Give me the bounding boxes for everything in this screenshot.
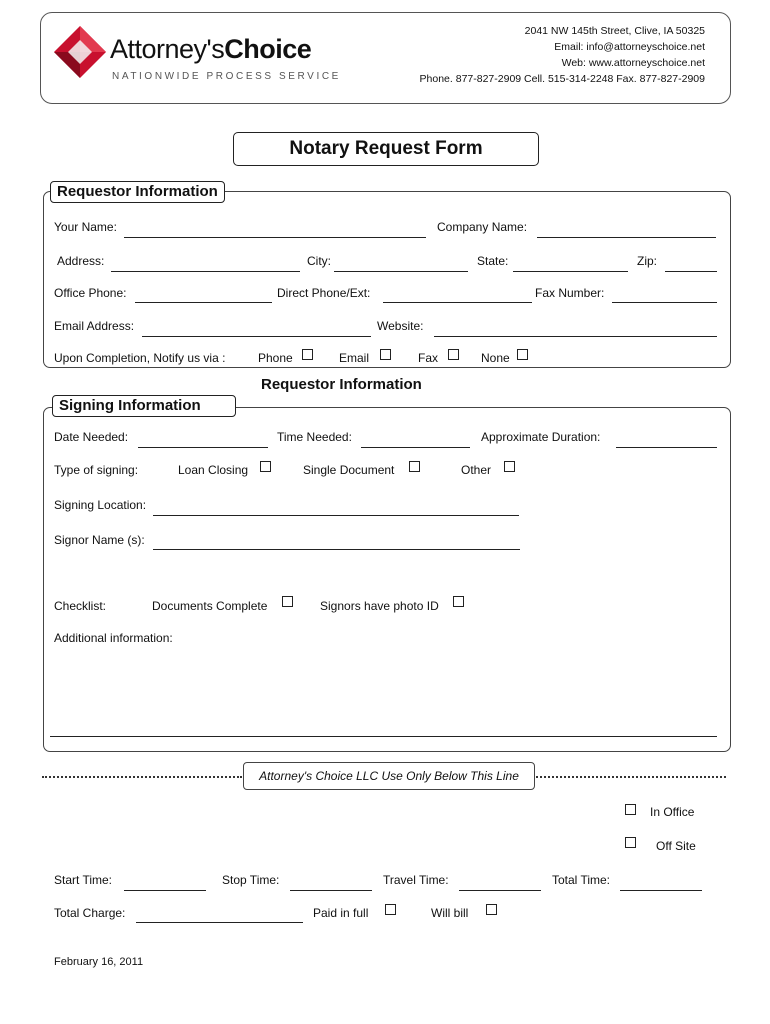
date-needed-field[interactable] xyxy=(138,447,268,448)
approx-duration-label: Approximate Duration: xyxy=(481,430,601,444)
total-time-field[interactable] xyxy=(620,890,702,891)
off-site-label: Off Site xyxy=(656,839,696,853)
requestor-tag: Requestor Information xyxy=(50,181,225,203)
notify-phone-checkbox[interactable] xyxy=(302,349,313,360)
email-address-label: Email Address: xyxy=(54,319,135,333)
start-time-label: Start Time: xyxy=(54,873,113,887)
email-address-field[interactable] xyxy=(142,336,371,337)
contact-email: Email: info@attorneyschoice.net xyxy=(554,41,705,53)
in-office-checkbox[interactable] xyxy=(625,804,636,815)
website-label: Website: xyxy=(377,319,424,333)
total-time-label: Total Time: xyxy=(552,873,611,887)
form-title: Notary Request Form xyxy=(233,132,539,166)
zip-field[interactable] xyxy=(665,271,717,272)
travel-time-label: Travel Time: xyxy=(383,873,449,887)
website-field[interactable] xyxy=(434,336,717,337)
date-needed-label: Date Needed: xyxy=(54,430,129,444)
your-name-field[interactable] xyxy=(124,237,426,238)
in-office-label: In Office xyxy=(650,805,695,819)
direct-phone-label: Direct Phone/Ext: xyxy=(277,286,371,300)
time-needed-field[interactable] xyxy=(361,447,470,448)
contact-web: Web: www.attorneyschoice.net xyxy=(561,57,705,69)
logo-brand-bold: Choice xyxy=(224,34,312,64)
requestor-section xyxy=(43,191,731,368)
other-checkbox[interactable] xyxy=(504,461,515,472)
office-phone-field[interactable] xyxy=(135,302,272,303)
notify-fax-label: Fax xyxy=(418,351,439,365)
notify-email-checkbox[interactable] xyxy=(380,349,391,360)
your-name-label: Your Name: xyxy=(54,220,117,234)
time-needed-label: Time Needed: xyxy=(277,430,352,444)
logo-wordmark xyxy=(110,34,311,65)
other-label: Other xyxy=(461,463,492,477)
notify-none-checkbox[interactable] xyxy=(517,349,528,360)
address-field[interactable] xyxy=(111,271,300,272)
address-label: Address: xyxy=(57,254,105,268)
city-field[interactable] xyxy=(334,271,468,272)
divider-right xyxy=(536,776,726,778)
additional-info-label: Additional information: xyxy=(54,631,173,645)
approx-duration-field[interactable] xyxy=(616,447,717,448)
notify-none-label: None xyxy=(481,351,510,365)
office-use-banner: Attorney's Choice LLC Use Only Below This Line xyxy=(243,762,535,790)
start-time-field[interactable] xyxy=(124,890,206,891)
signors-photo-id-checkbox[interactable] xyxy=(453,596,464,607)
single-document-label: Single Document xyxy=(303,463,395,477)
logo-tagline: NATIONWIDE PROCESS SERVICE xyxy=(112,71,341,82)
paid-in-full-label: Paid in full xyxy=(313,906,369,920)
total-charge-label: Total Charge: xyxy=(54,906,126,920)
notify-fax-checkbox[interactable] xyxy=(448,349,459,360)
loan-closing-label: Loan Closing xyxy=(178,463,249,477)
loan-closing-checkbox[interactable] xyxy=(260,461,271,472)
city-label: City: xyxy=(307,254,331,268)
type-of-signing-label: Type of signing: xyxy=(54,463,139,477)
signors-photo-id-label: Signors have photo ID xyxy=(320,599,439,613)
company-name-label: Company Name: xyxy=(437,220,528,234)
contact-phone: Phone. 877-827-2909 Cell. 515-314-2248 Fax. 877-827-2909 xyxy=(419,73,705,85)
contact-address: 2041 NW 145th Street, Clive, IA 50325 xyxy=(524,25,705,37)
logo-icon xyxy=(52,24,108,80)
signor-names-label: Signor Name (s): xyxy=(54,533,145,547)
signing-location-label: Signing Location: xyxy=(54,498,147,512)
will-bill-label: Will bill xyxy=(431,906,469,920)
documents-complete-checkbox[interactable] xyxy=(282,596,293,607)
total-charge-field[interactable] xyxy=(136,922,303,923)
fax-number-field[interactable] xyxy=(612,302,717,303)
checklist-label: Checklist: xyxy=(54,599,107,613)
zip-label: Zip: xyxy=(637,254,658,268)
notify-phone-label: Phone xyxy=(258,351,293,365)
signing-tag: Signing Information xyxy=(52,395,236,417)
additional-info-field[interactable] xyxy=(50,736,717,737)
logo-brand: Attorney's xyxy=(110,34,225,64)
footer-date: February 16, 2011 xyxy=(54,956,144,968)
single-document-checkbox[interactable] xyxy=(409,461,420,472)
travel-time-field[interactable] xyxy=(459,890,541,891)
direct-phone-field[interactable] xyxy=(383,302,532,303)
paid-in-full-checkbox[interactable] xyxy=(385,904,396,915)
stop-time-field[interactable] xyxy=(290,890,372,891)
off-site-checkbox[interactable] xyxy=(625,837,636,848)
company-name-field[interactable] xyxy=(537,237,716,238)
office-phone-label: Office Phone: xyxy=(54,286,127,300)
signor-names-field[interactable] xyxy=(153,549,520,550)
state-field[interactable] xyxy=(513,271,628,272)
signing-location-field[interactable] xyxy=(153,515,519,516)
divider-left xyxy=(42,776,242,778)
notify-email-label: Email xyxy=(339,351,370,365)
documents-complete-label: Documents Complete xyxy=(152,599,268,613)
state-label: State: xyxy=(477,254,509,268)
stop-time-label: Stop Time: xyxy=(222,873,280,887)
notify-label: Upon Completion, Notify us via : xyxy=(54,351,226,365)
fax-number-label: Fax Number: xyxy=(535,286,605,300)
signing-section xyxy=(43,407,731,752)
will-bill-checkbox[interactable] xyxy=(486,904,497,915)
floating-heading: Requestor Information xyxy=(261,376,422,393)
